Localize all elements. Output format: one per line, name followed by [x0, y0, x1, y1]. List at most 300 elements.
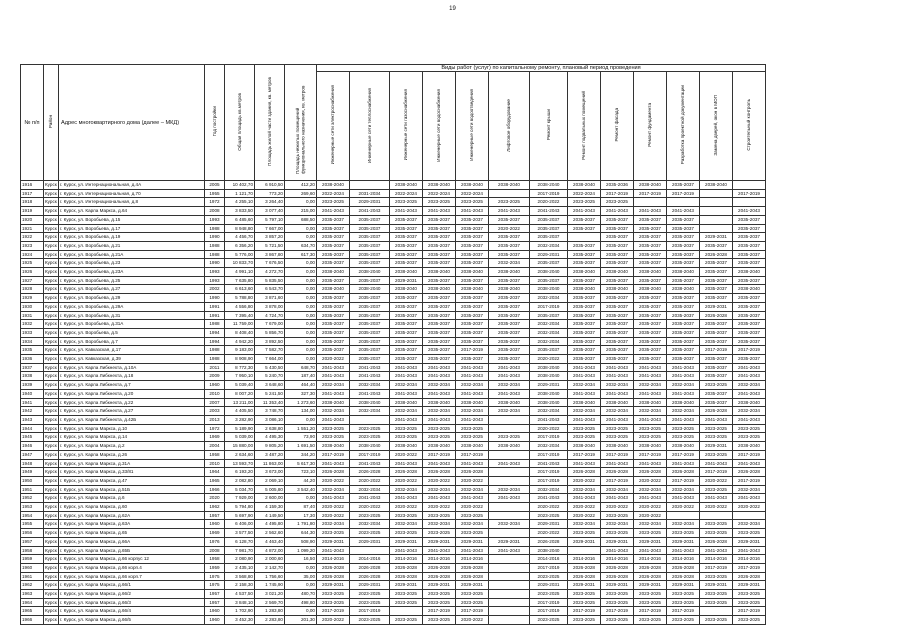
cell-work-period [700, 511, 733, 520]
cell-work-period: 2041-2043 [317, 546, 350, 555]
cell-work-period: 2038-2040 [317, 268, 350, 277]
cell-work-period: 2020-2022 [700, 503, 733, 512]
cell-work-period: 2029-2031 [568, 537, 601, 546]
cell-work-period [700, 189, 733, 198]
cell-district: Курск [44, 294, 59, 303]
cell-work-period: 2026-2028 [423, 468, 456, 477]
cell-work-period: 2017-2019 [456, 450, 489, 459]
cell-work-period: 2038-2040 [530, 363, 568, 372]
cell-year: 1994 [205, 328, 225, 337]
cell-living-area: 5 240,70 [255, 372, 285, 381]
cell-work-period: 2038-2040 [489, 268, 530, 277]
cell-total-area: 4 942,20 [225, 337, 255, 346]
cell-year: 2008 [205, 207, 225, 216]
header-work-2: Инженерные сети газоснабжения [390, 72, 423, 181]
cell-work-period: 2035-2036 [601, 181, 634, 190]
cell-work-period: 2035-2037 [733, 328, 766, 337]
cell-work-period: 2023-2025 [350, 529, 390, 538]
cell-work-period: 2035-2037 [733, 241, 766, 250]
cell-work-period: 2041-2043 [317, 363, 350, 372]
cell-living-area: 2 600,00 [255, 494, 285, 503]
header-work-7: Ремонт подвальных помещений [568, 72, 601, 181]
cell-work-period: 2017-2019 [733, 450, 766, 459]
cell-work-period: 2035-2037 [530, 224, 568, 233]
cell-nonliving-area: 1 273,60 [285, 398, 317, 407]
cell-address: г. Курск, ул. Воробьева, д.5 [59, 328, 205, 337]
cell-work-period: 2041-2043 [390, 389, 423, 398]
cell-num: 1957 [21, 537, 44, 546]
cell-work-period: 2017-2019 [733, 346, 766, 355]
cell-address: г. Курск, ул. Кавказская, д.17 [59, 346, 205, 355]
cell-address: г. Курск, ул. Воробьева, д.31 [59, 311, 205, 320]
cell-work-period: 2032-2034 [456, 407, 489, 416]
cell-work-period: 2032-2034 [530, 337, 568, 346]
cell-work-period: 2023-2025 [456, 198, 489, 207]
cell-living-area: 3 748,70 [255, 407, 285, 416]
cell-living-area: 5 797,10 [255, 215, 285, 224]
table-row [21, 215, 766, 224]
cell-work-period: 2038-2040 [733, 398, 766, 407]
cell-work-period: 2020-2022 [456, 476, 489, 485]
cell-work-period: 2032-2034 [456, 485, 489, 494]
cell-year: 2007 [205, 398, 225, 407]
cell-work-period: 2023-2025 [390, 198, 423, 207]
cell-work-period: 2023-2025 [423, 598, 456, 607]
cell-work-period [489, 572, 530, 581]
cell-work-period: 2032-2034 [350, 485, 390, 494]
cell-work-period: 2023-2025 [568, 198, 601, 207]
cell-total-area: 11 759,00 [225, 320, 255, 329]
cell-work-period: 2041-2043 [568, 389, 601, 398]
cell-work-period: 2023-2025 [601, 590, 634, 599]
cell-work-period [489, 563, 530, 572]
cell-work-period: 2038-2040 [601, 398, 634, 407]
header-work-10: Разработка проектной документации [667, 72, 700, 181]
table-row [21, 546, 766, 555]
cell-nonliving-area: 0,00 [285, 607, 317, 616]
cell-work-period: 2038-2040 [601, 268, 634, 277]
cell-work-period: 2035-2037 [489, 302, 530, 311]
cell-work-period: 2035-2037 [456, 250, 489, 259]
table-row [21, 407, 766, 416]
cell-work-period: 2035-2037 [700, 294, 733, 303]
cell-work-period: 2035-2037 [390, 233, 423, 242]
cell-work-period: 2022-2024 [568, 189, 601, 198]
cell-work-period: 2035-2037 [700, 355, 733, 364]
cell-living-area: 3 086,10 [255, 415, 285, 424]
cell-work-period: 2035-2037 [390, 346, 423, 355]
cell-work-period: 2041-2043 [390, 494, 423, 503]
cell-work-period: 2026-2028 [456, 468, 489, 477]
cell-work-period: 2023-2025 [423, 511, 456, 520]
cell-work-period: 2035-2037 [733, 250, 766, 259]
cell-total-area: 4 556,80 [225, 302, 255, 311]
cell-work-period: 2041-2043 [667, 415, 700, 424]
cell-work-period: 2038-2040 [317, 442, 350, 451]
cell-work-period: 2035-2037 [317, 337, 350, 346]
cell-work-period: 2022-2024 [423, 189, 456, 198]
cell-work-period: 2035-2037 [667, 224, 700, 233]
cell-work-period: 2035-2037 [700, 268, 733, 277]
header-work-6: Ремонт крыши [530, 72, 568, 181]
cell-total-area: 6 193,20 [225, 468, 255, 477]
cell-total-area: 13 593,70 [225, 459, 255, 468]
cell-work-period: 2017-2019 [634, 189, 667, 198]
cell-work-period: 2041-2043 [317, 415, 350, 424]
cell-work-period: 2017-2019 [530, 598, 568, 607]
cell-work-period: 2035-2037 [568, 346, 601, 355]
cell-work-period [700, 207, 733, 216]
cell-work-period: 2041-2043 [489, 363, 530, 372]
cell-work-period [700, 198, 733, 207]
cell-work-period: 2017-2019 [568, 607, 601, 616]
cell-work-period: 2032-2034 [489, 407, 530, 416]
cell-work-period: 2041-2043 [733, 363, 766, 372]
cell-num: 1925 [21, 259, 44, 268]
cell-work-period [489, 503, 530, 512]
cell-work-period: 2020-2022 [390, 450, 423, 459]
cell-address: г. Курск, ул. Воробьева, д.25 [59, 276, 205, 285]
cell-living-area: 3 892,50 [255, 337, 285, 346]
cell-district: Курск [44, 476, 59, 485]
cell-work-period: 2035-2037 [390, 355, 423, 364]
cell-work-period: 2035-2037 [601, 215, 634, 224]
cell-work-period: 2035-2037 [350, 294, 390, 303]
cell-num: 1924 [21, 250, 44, 259]
cell-work-period: 2017-2019 [568, 450, 601, 459]
cell-work-period: 2023-2025 [634, 616, 667, 625]
cell-total-area: 8 772,30 [225, 363, 255, 372]
cell-work-period: 2041-2043 [489, 372, 530, 381]
cell-nonliving-area: 0,00 [285, 346, 317, 355]
cell-work-period: 2035-2037 [700, 363, 733, 372]
cell-living-area: 3 871,60 [255, 294, 285, 303]
cell-work-period: 2023-2025 [489, 198, 530, 207]
cell-work-period: 2035-2037 [423, 311, 456, 320]
cell-work-period: 2035-2037 [350, 320, 390, 329]
cell-address: г. Курск, ул. Карла Маркса, д.2 [59, 442, 205, 451]
cell-work-period: 2032-2034 [456, 381, 489, 390]
cell-total-area: 5 039,40 [225, 381, 255, 390]
cell-work-period: 2023-2025 [530, 572, 568, 581]
cell-work-period: 2029-2031 [700, 442, 733, 451]
cell-work-period: 2035-2037 [350, 337, 390, 346]
cell-work-period: 2023-2025 [390, 433, 423, 442]
cell-year: 1969 [205, 433, 225, 442]
cell-work-period: 2041-2043 [423, 207, 456, 216]
cell-year: 1975 [205, 581, 225, 590]
cell-work-period: 2041-2043 [456, 389, 489, 398]
cell-work-period: 2032-2034 [568, 520, 601, 529]
cell-work-period: 2032-2034 [568, 407, 601, 416]
cell-work-period: 2032-2034 [601, 485, 634, 494]
cell-work-period: 2041-2043 [733, 389, 766, 398]
cell-work-period: 2035-2037 [634, 311, 667, 320]
cell-nonliving-area: 5 617,30 [285, 459, 317, 468]
cell-year: 2002 [205, 285, 225, 294]
cell-num: 1959 [21, 555, 44, 564]
cell-district: Курск [44, 511, 59, 520]
cell-work-period: 2035-2037 [350, 328, 390, 337]
cell-address: г. Курск, ул. Воробьева, д.7 [59, 337, 205, 346]
cell-work-period: 2023-2025 [700, 485, 733, 494]
cell-work-period: 2035-2037 [456, 259, 489, 268]
cell-district: Курск [44, 546, 59, 555]
cell-work-period [700, 215, 733, 224]
cell-work-period: 2035-2037 [568, 250, 601, 259]
cell-work-period: 2020-2022 [317, 511, 350, 520]
cell-living-area: 11 863,00 [255, 459, 285, 468]
cell-total-area: 13 211,00 [225, 398, 255, 407]
cell-work-period: 2029-2031 [350, 198, 390, 207]
cell-address: г. Курск, ул. Интернациональная, д.70 [59, 189, 205, 198]
cell-district: Курск [44, 285, 59, 294]
cell-nonliving-area: 0,00 [285, 311, 317, 320]
cell-address: г. Курск, ул. Воробьева, д.17 [59, 224, 205, 233]
cell-living-area: 5 430,50 [255, 363, 285, 372]
cell-work-period: 2038-2040 [350, 268, 390, 277]
cell-work-period: 2026-2028 [456, 572, 489, 581]
cell-year: 1991 [205, 311, 225, 320]
header-address: Адрес многоквартирного дома (далее – МКД) [59, 65, 205, 181]
cell-work-period [733, 511, 766, 520]
cell-work-period: 2020-2022 [634, 503, 667, 512]
cell-work-period: 2035-2037 [568, 276, 601, 285]
cell-living-area: 7 582,70 [255, 346, 285, 355]
cell-work-period: 2041-2043 [634, 494, 667, 503]
cell-num: 1936 [21, 355, 44, 364]
cell-living-area: 5 835,50 [255, 276, 285, 285]
cell-work-period: 2020-2022 [530, 529, 568, 538]
cell-work-period: 2023-2025 [568, 590, 601, 599]
cell-district: Курск [44, 459, 59, 468]
cell-nonliving-area: 0,00 [285, 581, 317, 590]
cell-living-area: 3 673,00 [255, 468, 285, 477]
cell-nonliving-area: 0,00 [285, 198, 317, 207]
cell-work-period: 2041-2043 [489, 546, 530, 555]
cell-living-area: 2 638,80 [255, 424, 285, 433]
cell-year: 1990 [205, 233, 225, 242]
cell-work-period: 2041-2043 [423, 389, 456, 398]
cell-work-period: 2020-2022 [634, 511, 667, 520]
cell-work-period: 2023-2025 [634, 598, 667, 607]
cell-work-period: 2041-2043 [530, 415, 568, 424]
page-number: 19 [449, 6, 456, 12]
cell-num: 1929 [21, 294, 44, 303]
cell-work-period: 2035-2037 [489, 215, 530, 224]
cell-total-area: 5 189,90 [225, 424, 255, 433]
cell-total-area: 2 435,10 [225, 563, 255, 572]
cell-work-period: 2041-2043 [423, 415, 456, 424]
cell-district: Курск [44, 224, 59, 233]
cell-work-period: 2038-2040 [390, 285, 423, 294]
cell-work-period: 2035-2037 [700, 285, 733, 294]
cell-work-period: 2035-2037 [423, 215, 456, 224]
cell-work-period: 2038-2040 [634, 285, 667, 294]
cell-work-period: 2023-2025 [390, 598, 423, 607]
cell-work-period: 2026-2028 [568, 468, 601, 477]
cell-work-period: 2041-2043 [350, 363, 390, 372]
cell-district: Курск [44, 328, 59, 337]
cell-work-period: 2035-2037 [634, 215, 667, 224]
cell-work-period: 2038-2040 [568, 181, 601, 190]
cell-work-period: 2029-2031 [667, 581, 700, 590]
cell-work-period: 2017-2019 [733, 189, 766, 198]
cell-work-period: 2023-2025 [456, 590, 489, 599]
cell-address: г. Курск, ул. Карла Маркса, д.66 корп.4 [59, 563, 205, 572]
cell-work-period: 2035-2037 [456, 302, 489, 311]
cell-work-period: 2023-2025 [350, 433, 390, 442]
cell-work-period: 2023-2025 [317, 198, 350, 207]
cell-total-area: 6 613,60 [225, 285, 255, 294]
cell-work-period: 2035-2037 [667, 241, 700, 250]
cell-nonliving-area: 0,00 [285, 355, 317, 364]
cell-work-period: 2035-2037 [733, 224, 766, 233]
cell-work-period: 2035-2037 [568, 320, 601, 329]
cell-work-period: 2041-2043 [456, 494, 489, 503]
table-row [21, 311, 766, 320]
cell-district: Курск [44, 415, 59, 424]
cell-work-period [634, 198, 667, 207]
cell-work-period: 2035-2037 [317, 224, 350, 233]
cell-work-period: 2017-2019 [700, 563, 733, 572]
cell-work-period: 2041-2043 [530, 459, 568, 468]
cell-work-period: 2029-2031 [456, 537, 489, 546]
cell-work-period: 2035-2037 [634, 302, 667, 311]
cell-work-period: 2041-2043 [733, 372, 766, 381]
cell-work-period: 2035-2037 [489, 233, 530, 242]
cell-work-period: 2035-2037 [530, 233, 568, 242]
cell-num: 1927 [21, 276, 44, 285]
table-row [21, 572, 766, 581]
cell-work-period: 2038-2040 [390, 181, 423, 190]
cell-living-area: 7 667,00 [255, 224, 285, 233]
cell-nonliving-area: 0,00 [285, 415, 317, 424]
cell-work-period: 2038-2040 [423, 442, 456, 451]
cell-work-period: 2032-2034 [530, 442, 568, 451]
cell-total-area: 1 702,90 [225, 607, 255, 616]
cell-num: 1922 [21, 233, 44, 242]
cell-nonliving-area: 3 542,40 [285, 485, 317, 494]
cell-address: г. Курск, ул. Карла Маркса, д.26 [59, 450, 205, 459]
cell-work-period: 2023-2025 [700, 598, 733, 607]
header-work-8: Ремонт фасада [601, 72, 634, 181]
cell-work-period: 2020-2022 [317, 503, 350, 512]
cell-work-period: 2035-2037 [667, 337, 700, 346]
cell-work-period: 2038-2040 [667, 442, 700, 451]
cell-work-period: 2035-2037 [456, 337, 489, 346]
cell-work-period: 2026-2028 [634, 572, 667, 581]
cell-work-period: 2035-2037 [390, 311, 423, 320]
cell-total-area: 2 080,90 [225, 555, 255, 564]
cell-district: Курск [44, 529, 59, 538]
cell-work-period: 2035-2037 [530, 215, 568, 224]
table-row [21, 598, 766, 607]
cell-address: г. Курск, ул. Карла Маркса, д.66/1 [59, 581, 205, 590]
cell-total-area: 5 034,70 [225, 485, 255, 494]
cell-year: 1988 [205, 320, 225, 329]
cell-num: 1942 [21, 407, 44, 416]
cell-work-period: 2035-2037 [667, 259, 700, 268]
cell-work-period: 2023-2025 [317, 424, 350, 433]
cell-work-period: 2035-2037 [423, 294, 456, 303]
cell-work-period: 2023-2025 [667, 590, 700, 599]
cell-work-period: 2035-2037 [390, 215, 423, 224]
cell-nonliving-area: 412,20 [285, 181, 317, 190]
cell-work-period: 2017-2019 [667, 476, 700, 485]
cell-work-period: 2023-2025 [423, 590, 456, 599]
cell-work-period: 2026-2028 [317, 563, 350, 572]
cell-address: г. Курск, ул. Воробьева, д.31А [59, 320, 205, 329]
cell-year: 1988 [205, 250, 225, 259]
cell-work-period: 2041-2043 [634, 207, 667, 216]
cell-work-period: 2017-2019 [667, 450, 700, 459]
cell-nonliving-area: 0,00 [285, 285, 317, 294]
cell-year: 1993 [205, 215, 225, 224]
cell-district: Курск [44, 520, 59, 529]
cell-work-period: 2020-2022 [456, 616, 489, 625]
cell-total-area: 3 568,80 [225, 572, 255, 581]
cell-num: 1940 [21, 389, 44, 398]
cell-work-period: 2041-2043 [733, 459, 766, 468]
cell-work-period: 2038-2040 [634, 268, 667, 277]
cell-work-period: 2041-2043 [700, 494, 733, 503]
cell-num: 1930 [21, 302, 44, 311]
cell-work-period: 2026-2028 [568, 563, 601, 572]
cell-work-period: 2041-2043 [456, 546, 489, 555]
cell-work-period: 2041-2043 [634, 459, 667, 468]
cell-work-period: 2041-2043 [700, 546, 733, 555]
cell-nonliving-area: 1 551,20 [285, 424, 317, 433]
cell-nonliving-area: 269,60 [285, 189, 317, 198]
cell-work-period: 2035-2037 [667, 233, 700, 242]
cell-num: 1964 [21, 598, 44, 607]
cell-work-period: 2023-2025 [700, 616, 733, 625]
cell-work-period: 2038-2040 [568, 268, 601, 277]
table-row [21, 207, 766, 216]
cell-work-period: 2017-2019 [423, 607, 456, 616]
table-row [21, 616, 766, 625]
cell-work-period: 2041-2043 [530, 494, 568, 503]
cell-work-period: 2035-2037 [601, 337, 634, 346]
cell-work-period: 2032-2034 [489, 259, 530, 268]
cell-nonliving-area: 0,00 [285, 337, 317, 346]
cell-num: 1935 [21, 346, 44, 355]
cell-work-period: 2041-2043 [667, 494, 700, 503]
cell-work-period: 2017-2019 [601, 189, 634, 198]
cell-address: г. Курск, ул. Воробьева, д.21А [59, 250, 205, 259]
table-row [21, 381, 766, 390]
cell-work-period: 2023-2025 [733, 598, 766, 607]
cell-work-period: 2041-2043 [350, 459, 390, 468]
cell-total-area: 6 485,60 [225, 215, 255, 224]
cell-work-period: 2029-2031 [700, 233, 733, 242]
cell-work-period: 2041-2043 [317, 389, 350, 398]
cell-work-period: 2035-2037 [601, 311, 634, 320]
cell-work-period: 2035-2037 [667, 294, 700, 303]
cell-total-area: 3 848,10 [225, 598, 255, 607]
cell-work-period: 2023-2025 [530, 616, 568, 625]
cell-work-period: 2026-2028 [601, 468, 634, 477]
cell-year: 1972 [205, 424, 225, 433]
cell-work-period: 2035-2037 [456, 328, 489, 337]
cell-work-period: 2041-2043 [350, 372, 390, 381]
cell-year: 1988 [205, 241, 225, 250]
cell-nonliving-area: 327,30 [285, 389, 317, 398]
cell-work-period: 2026-2028 [390, 563, 423, 572]
cell-work-period: 2038-2040 [634, 398, 667, 407]
cell-work-period: 2038-2040 [733, 442, 766, 451]
